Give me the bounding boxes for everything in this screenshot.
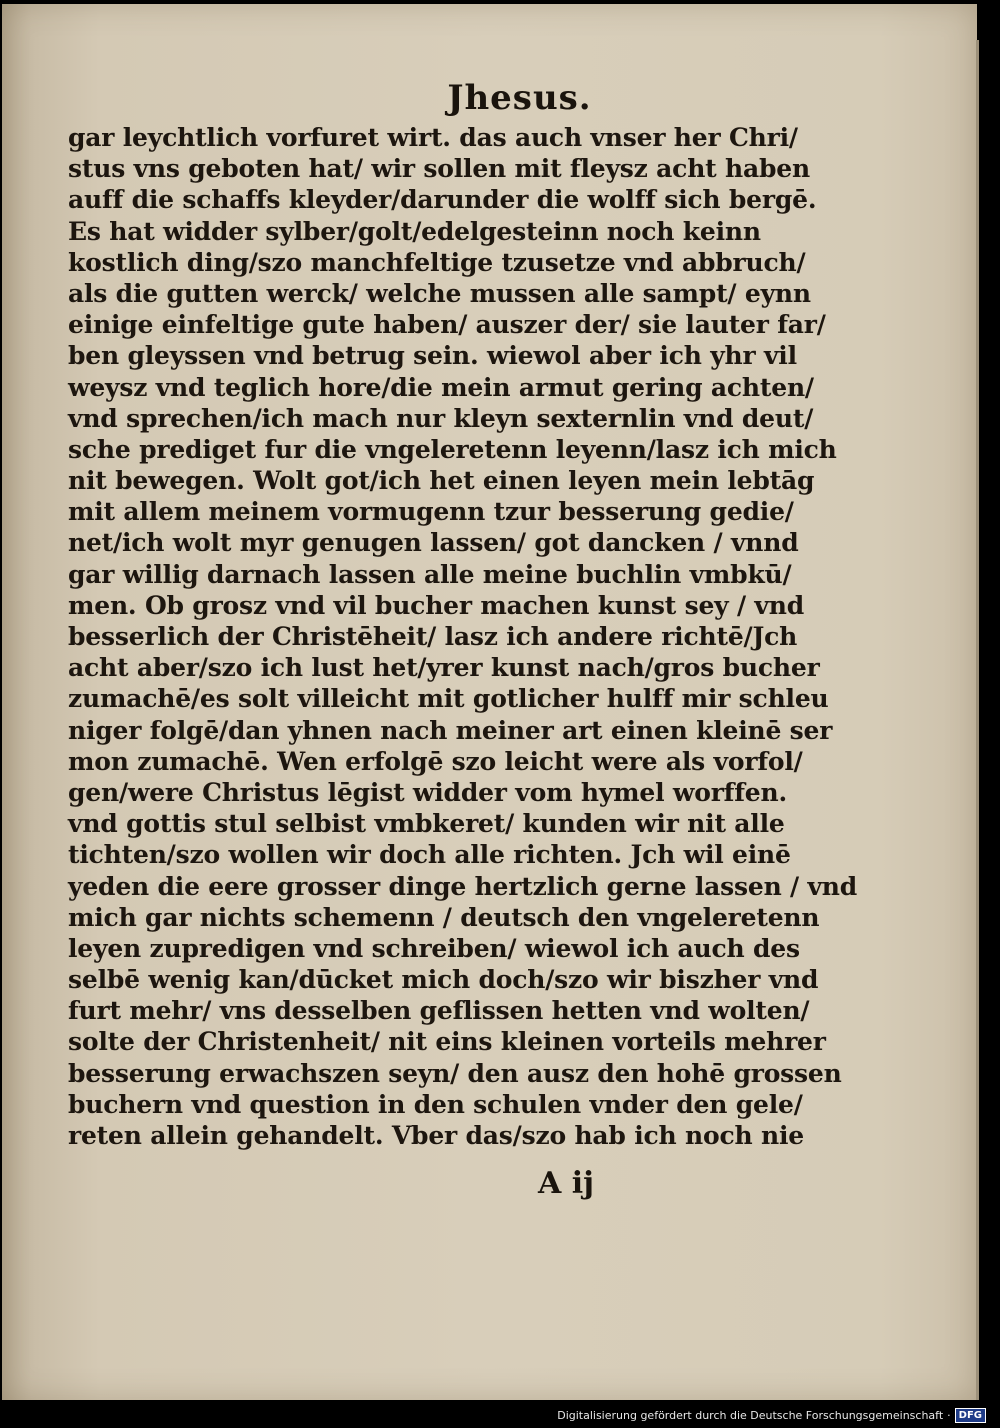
text-line: gen/were Christus lēgist widder vom hymel worffen. — [68, 777, 787, 807]
text-line: selbē wenig kan/dūcket mich doch/szo wir biszher vnd — [68, 965, 819, 995]
text-line: stus vns geboten hat/ wir sollen mit fleysz acht haben — [68, 154, 810, 184]
text-line: mon zumachē. Wen erfolgē szo leicht were als vorfol/ — [68, 746, 803, 776]
text-line: acht aber/szo ich lust het/yrer kunst nach/gros bucher — [68, 653, 820, 683]
text-line: Es hat widder sylber/golt/edelgesteinn noch keinn — [68, 216, 761, 246]
text-line: gar leychtlich vorfuret wirt. das auch vnser her Chri/ — [68, 123, 798, 152]
footer-text: Digitalisierung gefördert durch die Deutsche Forschungsgemeinschaft — [557, 1408, 944, 1422]
footer-separator: · — [947, 1408, 951, 1422]
page-edge — [976, 40, 979, 1400]
text-line: besserung erwachszen seyn/ den ausz den hohē grossen — [68, 1058, 842, 1088]
text-line: solte der Christenheit/ nit eins kleinen vorteils mehrer — [68, 1027, 826, 1057]
text-line: auff die schaffs kleyder/darunder die wolff sich bergē. — [68, 185, 817, 215]
text-line: furt mehr/ vns desselben geflissen hetten vnd wolten/ — [68, 996, 810, 1026]
text-line: buchern vnd question in den schulen vnder den gele/ — [68, 1089, 803, 1119]
text-line: gar willig darnach lassen alle meine buchlin vmbkū/ — [68, 559, 792, 589]
text-line: mit allem meinem vormugenn tzur besserung gedie/ — [68, 497, 794, 527]
text-line: leyen zupredigen vnd schreiben/ wiewol ich auch des — [68, 933, 800, 963]
text-line: nit bewegen. Wolt got/ich het einen leyen mein lebtāg — [68, 466, 815, 496]
text-line: ben gleyssen vnd betrug sein. wiewol aber ich yhr vil — [68, 341, 797, 371]
footer — [557, 1405, 986, 1425]
text-line: als die gutten werck/ welche mussen alle sampt/ eynn — [68, 278, 811, 308]
text-line: niger folgē/dan yhnen nach meiner art einen kleinē ser — [68, 715, 833, 745]
text-line: kostlich ding/szo manchfeltige tzusetze vnd abbruch/ — [68, 247, 806, 277]
text-line: sche prediget fur die vngeleretenn leyenn/lasz ich mich — [68, 434, 837, 464]
text-line: vnd sprechen/ich mach nur kleyn sexternlin vnd deut/ — [68, 403, 814, 433]
text-line: mich gar nichts schemenn / deutsch den vngeleretenn — [68, 902, 820, 932]
text-line: reten allein gehandelt. Vber das/szo hab ich noch nie — [68, 1121, 804, 1150]
text-line: einige einfeltige gute haben/ auszer der/ sie lauter far/ — [68, 310, 826, 340]
text-line: tichten/szo wollen wir doch alle richten. Jch wil einē — [68, 840, 791, 870]
text-line: yeden die eere grosser dinge hertzlich gerne lassen / vnd — [68, 871, 858, 901]
dfg-logo: DFG — [955, 1408, 986, 1423]
text-line: weysz vnd teglich hore/die mein armut gering achten/ — [68, 372, 814, 402]
running-head: Jhesus. — [447, 78, 592, 118]
text-line: net/ich wolt myr genugen lassen/ got dancken / vnnd — [68, 528, 799, 558]
book-page — [2, 4, 977, 1400]
text-line: vnd gottis stul selbist vmbkeret/ kunden wir nit alle — [68, 809, 785, 839]
text-line: men. Ob grosz vnd vil bucher machen kunst sey / vnd — [68, 590, 805, 620]
text-line: besserlich der Christēheit/ lasz ich andere richtē/Jch — [68, 622, 798, 651]
text-block — [68, 122, 858, 1151]
signature-mark: A ij — [538, 1166, 594, 1201]
text-line: zumachē/es solt villeicht mit gotlicher hulff mir schleu — [68, 684, 829, 714]
